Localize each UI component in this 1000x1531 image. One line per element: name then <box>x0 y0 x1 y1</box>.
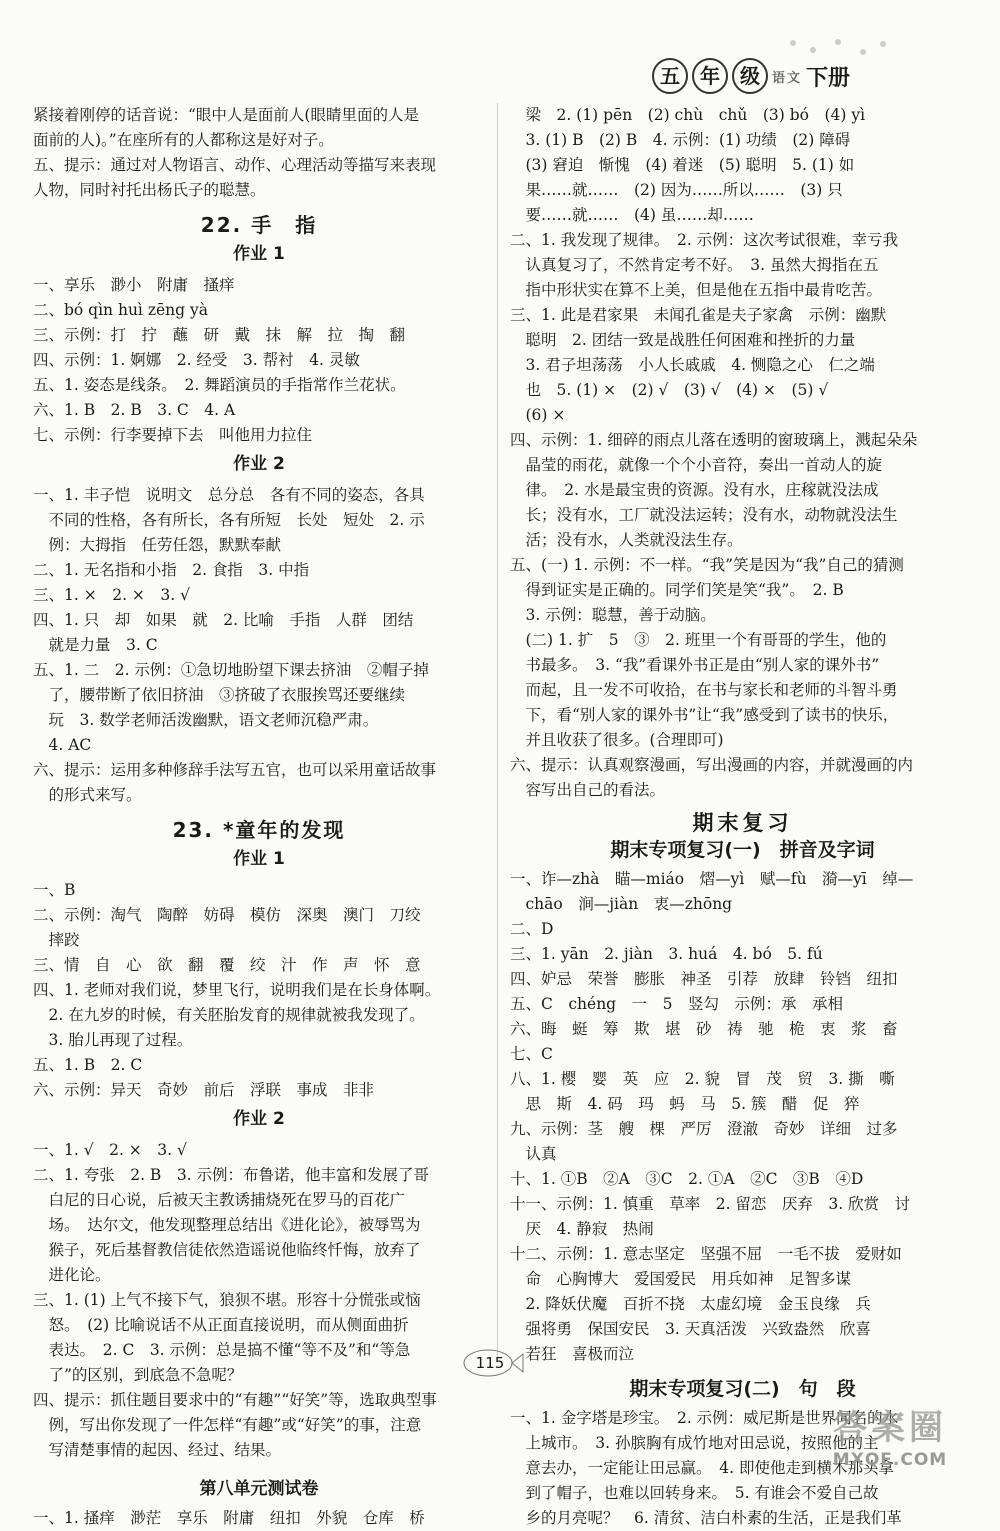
answer-line: 果……就…… (2) 因为……所以…… (3) 只 <box>510 181 843 199</box>
answer-line: 3. (1) B (2) B 4. 示例：(1) 功绩 (2) 障碍 <box>510 131 851 149</box>
answer-line: 白尼的日心说，后被天主教诱捕烧死在罗马的百花广 <box>33 1191 406 1209</box>
page-number <box>455 1346 525 1380</box>
answer-line: 律。 2. 水是最宝贵的资源。没有水，庄稼就没法成 <box>510 481 879 499</box>
homework-2-title: 作业 2 <box>233 454 285 474</box>
answer-line: 摔跤 <box>33 931 80 949</box>
answer-line: 三、1. × 2. × 3. √ <box>33 586 190 604</box>
answer-line: 二、1. 无名指和小指 2. 食指 3. 中指 <box>33 561 310 579</box>
watermark-logo-text: 答案圈 <box>833 1408 947 1448</box>
volume-label: 下册 <box>805 65 850 91</box>
answer-line: (二) 1. 扩 5 ③ 2. 班里一个有哥哥的学生，他的 <box>510 631 887 649</box>
unit-8-test-title: 第八单元测试卷 <box>199 1479 319 1499</box>
answer-line: 的形式来写。 <box>33 786 142 804</box>
answer-line: 一、1. √ 2. × 3. √ <box>33 1141 187 1159</box>
answer-line: 场。 达尔文，他发现整理总结出《进化论》，被辱骂为 <box>33 1216 421 1234</box>
answer-line: 四、妒忌 荣誉 膨胀 神圣 引荐 放肆 铃铛 纽扣 <box>510 970 898 988</box>
answer-line: 长；没有水，工厂就没法运转；没有水，动物就没法生 <box>510 506 898 524</box>
answer-line: 三、1. (1) 上气不接下气，狼狈不堪。形容十分慌张或恼 <box>33 1291 421 1309</box>
book-header <box>652 55 850 97</box>
intro-block <box>33 103 485 203</box>
answer-line: 六、提示：认真观察漫画，写出漫画的内容，并就漫画的内 <box>510 756 914 774</box>
answer-line: 二、1. 夸张 2. B 3. 示例：布鲁诺，他丰富和发展了哥 <box>33 1166 430 1184</box>
answer-line: 得到证实是正确的。同学们笑是笑“我”。 2. B <box>510 581 844 599</box>
answer-line: 梁 2. (1) pēn (2) chù chǔ (3) bó (4) yì <box>510 106 866 124</box>
text-line: 紧接着刚停的话音说：“眼中人是面前人(眼睛里面的人是 <box>33 106 419 124</box>
answer-line: 二、bó qìn huì zēng yà <box>33 301 208 319</box>
lesson-22-title: 22. 手 指 <box>200 213 318 237</box>
answer-line: 指中形状实在算不上美，但是他在五指中最肯吃苦。 <box>510 281 883 299</box>
review-1-title: 期末专项复习(一) 拼音及字词 <box>610 839 875 861</box>
answer-line: 认真 <box>510 1145 557 1163</box>
text-line: 人物，同时衬托出杨氏子的聪慧。 <box>33 181 266 199</box>
left-column <box>33 103 485 1531</box>
answer-line: 三、1. yān 2. jiàn 3. huá 4. bó 5. fú <box>510 945 823 963</box>
answer-line: 十一、示例：1. 慎重 草率 2. 留恋 厌弃 3. 欣赏 讨 <box>510 1195 911 1213</box>
answer-line: 聪明 2. 团结一致是战胜任何困难和挫折的力量 <box>510 331 856 349</box>
text-line: 面前的人)。”在座所有的人都称这是好对子。 <box>33 131 334 149</box>
answer-line: 六、晦 蜓 筹 欺 堪 砂 祷 驰 桅 衷 浆 畜 <box>510 1020 898 1038</box>
answer-line: 七、C <box>510 1045 553 1063</box>
answer-line: 3. 君子坦荡荡 小人长戚戚 4. 恻隐之心 仁之端 <box>510 356 875 374</box>
answer-line: 五、(一) 1. 示例：不一样。“我”笑是因为“我”自己的猜测 <box>510 556 904 574</box>
answer-line: 三、1. 此是君家果 未闻孔雀是夫子家禽 示例：幽默 <box>510 306 887 324</box>
answer-line: 四、示例：1. 细碎的雨点儿落在透明的窗玻璃上，溅起朵朵 <box>510 431 918 449</box>
text-line: 五、提示：通过对人物语言、动作、心理活动等描写来表现 <box>33 156 437 174</box>
answer-line: 而起，且一发不可收拾，在书与家长和老师的斗智斗勇 <box>510 681 898 699</box>
answer-line: 书最多。 3. “我”看课外书正是由“别人家的课外书” <box>510 656 880 674</box>
answer-line: 了，腰带断了依旧挤油 ③挤破了衣服挨骂还要继续 <box>33 686 406 704</box>
grade-char-1: 五 <box>652 58 688 94</box>
final-review-title: 期末复习 <box>692 811 793 835</box>
lesson-22-hw2 <box>33 483 485 808</box>
answer-line: 不同的性格，各有所长，各有所短 长处 短处 2. 示 <box>33 511 425 529</box>
answer-line: 五、1. B 2. C <box>33 1056 143 1074</box>
lesson-22-hw1 <box>33 273 485 448</box>
answer-line: 活；没有水，人类就没法生存。 <box>510 531 743 549</box>
answer-line: 怒。 (2) 比喻说话不从正面直接说明，而从侧面曲折 <box>33 1316 409 1334</box>
answer-line: 一、诈—zhà 瞄—miáo 熠—yì 赋—fù 漪—yī 绰— <box>510 870 914 888</box>
answer-line: 十、1. ①B ②A ③C 2. ①A ②C ③B ④D <box>510 1170 864 1188</box>
answer-line: 认真复习了，不然肯定考不好。 3. 虽然大拇指在五 <box>510 256 879 274</box>
answer-line: 命 心胸博大 爱国爱民 用兵如神 足智多谋 <box>510 1270 852 1288</box>
grade-char-2: 年 <box>692 58 728 94</box>
answer-line: 了”的区别，到底急不急呢？ <box>33 1366 243 1384</box>
answer-line: 六、1. B 2. B 3. C 4. A <box>33 401 236 419</box>
answer-line: 二、D <box>510 920 554 938</box>
answer-line: 五、1. 姿态是线条。 2. 舞蹈演员的手指常作兰花状。 <box>33 376 406 394</box>
unit-8-test-continued <box>510 103 975 803</box>
answer-line: 意去办，一定能让田忌赢。 4. 即使他走到横木那头拿 <box>510 1459 894 1477</box>
answer-line: 一、B <box>33 881 76 899</box>
answer-line: 三、情 自 心 欲 翻 覆 绞 汁 作 声 怀 意 <box>33 956 421 974</box>
lesson-23-hw1 <box>33 878 485 1103</box>
answer-line: 乡的月亮呢？ 6. 清贫、洁白朴素的生活，正是我们革 <box>510 1509 902 1527</box>
page-number-text: 115 <box>475 1354 505 1372</box>
answer-line: 若狂 喜极而泣 <box>510 1345 635 1363</box>
answer-line: 写清楚事情的起因、经过、结果。 <box>33 1441 282 1459</box>
homework-1-title: 作业 1 <box>233 244 285 264</box>
answer-line: 2. 在九岁的时候，有关胚胎发育的规律就被我发现了。 <box>33 1006 425 1024</box>
homework-2-title: 作业 2 <box>233 1109 285 1129</box>
answer-line: 九、示例：茎 艘 棵 严厉 澄澈 奇妙 详细 过多 <box>510 1120 898 1138</box>
answer-line: 八、1. 樱 婴 英 应 2. 貌 冒 茂 贸 3. 撕 嘶 <box>510 1070 895 1088</box>
answer-line: 强将勇 保国安民 3. 天真活泼 兴致盎然 欣喜 <box>510 1320 871 1338</box>
answer-line: 并且收获了很多。(合理即可) <box>510 731 724 749</box>
watermark <box>790 1406 990 1478</box>
answer-line: 一、享乐 渺小 附庸 搔痒 <box>33 276 235 294</box>
answer-line: 容写出自己的看法。 <box>510 781 666 799</box>
answer-line: 表达。 2. C 3. 示例：总是搞不懂“等不及”和“等急 <box>33 1341 411 1359</box>
answer-line: 三、示例：打 拧 蘸 研 戴 抹 解 拉 掏 翻 <box>33 326 406 344</box>
answer-line: 就是力量 3. C <box>33 636 158 654</box>
answer-line: 七、示例：行李要掉下去 叫他用力拉住 <box>33 426 313 444</box>
answer-line: 3. 胎儿再现了过程。 <box>33 1031 193 1049</box>
answer-line: 例，写出你发现了一件怎样“有趣”或“好笑”的事，注意 <box>33 1416 422 1434</box>
answer-line: 一、1. 金字塔是珍宝。 2. 示例：威尼斯是世界闻名的水 <box>510 1409 899 1427</box>
answer-line: 五、C chéng 一 5 竖勾 示例：承 承相 <box>510 995 843 1013</box>
answer-line: 也 5. (1) × (2) √ (3) √ (4) × (5) √ <box>510 381 829 399</box>
answer-line: 思 斯 4. 码 玛 蚂 马 5. 簇 醋 促 猝 <box>510 1095 860 1113</box>
answer-line: 六、提示：运用多种修辞手法写五官，也可以采用童话故事 <box>33 761 437 779</box>
answer-line: 例：大拇指 任劳任怨，默默奉献 <box>33 536 282 554</box>
right-column <box>510 103 975 1531</box>
answer-line: 十二、示例：1. 意志坚定 坚强不屈 一毛不拔 爱财如 <box>510 1245 902 1263</box>
answer-line: 猴子，死后基督教信徒依然造谣说他临终忏悔，放弃了 <box>33 1241 421 1259</box>
lesson-23-hw2 <box>33 1138 485 1463</box>
answer-line: 2. 降妖伏魔 百折不挠 太虚幻境 金玉良缘 兵 <box>510 1295 871 1313</box>
answer-line: 上城市。 3. 孙膑胸有成竹地对田忌说，按照他的主 <box>510 1434 879 1452</box>
answer-line: 3. 示例：聪慧，善于动脑。 <box>510 606 716 624</box>
answer-line: 四、示例：1. 婀娜 2. 经受 3. 帮衬 4. 灵敏 <box>33 351 360 369</box>
column-divider <box>497 103 498 1358</box>
answer-line: 要……就…… (4) 虽……却…… <box>510 206 754 224</box>
answer-line: 4. AC <box>33 736 92 754</box>
answer-line: 进化论。 <box>33 1266 111 1284</box>
lesson-23-title: 23. *童年的发现 <box>172 818 346 842</box>
watermark-url: MXQE.COM <box>832 1450 948 1470</box>
answer-line: 四、提示：抓住题目要求中的“有趣”“好笑”等，选取典型事 <box>33 1391 437 1409</box>
answer-line: 一、1. 丰子恺 说明文 总分总 各有不同的姿态，各具 <box>33 486 425 504</box>
answer-line: 玩 3. 数学老师活泼幽默，语文老师沉稳严肃。 <box>33 711 379 729</box>
answer-line: 六、示例：异天 奇妙 前后 浮联 事成 非非 <box>33 1081 375 1099</box>
answer-line: 到了帽子，也难以回转身来。 5. 有谁会不爱自己故 <box>510 1484 879 1502</box>
answer-line: (3) 窘迫 惭愧 (4) 着迷 (5) 聪明 5. (1) 如 <box>510 156 855 174</box>
answer-line: 二、1. 我发现了规律。 2. 示例：这次考试很难，幸亏我 <box>510 231 899 249</box>
answer-line: 一、1. 搔痒 渺茫 享乐 附庸 纽扣 外貌 仓库 桥 <box>33 1509 425 1527</box>
answer-line: 下，看“别人家的课外书”让“我”感受到了读书的快乐， <box>510 706 899 724</box>
answer-line: 五、1. 二 2. 示例：①急切地盼望下课去挤油 ②帽子掉 <box>33 661 429 679</box>
answer-line: 厌 4. 静寂 热闹 <box>510 1220 654 1238</box>
subject-label: 语文 <box>771 70 802 86</box>
grade-char-3: 级 <box>732 58 768 94</box>
answer-line: 四、1. 老师对我们说，梦里飞行，说明我们是在长身体啊。 <box>33 981 441 999</box>
answer-line: 晶莹的雨花，就像一个个小音符，奏出一首动人的旋 <box>510 456 883 474</box>
review-1 <box>510 867 975 1367</box>
homework-1-title: 作业 1 <box>233 849 285 869</box>
unit-8-test <box>33 1506 485 1531</box>
answer-line: chāo 涧—jiàn 衷—zhōng <box>510 895 733 913</box>
answer-line: (6) × <box>510 406 566 424</box>
answer-line: 四、1. 只 却 如果 就 2. 比喻 手指 人群 团结 <box>33 611 414 629</box>
review-2-title: 期末专项复习(二) 句 段 <box>629 1378 856 1400</box>
answer-line: 二、示例：淘气 陶醉 妨碍 模仿 深奥 澳门 刀绞 <box>33 906 421 924</box>
